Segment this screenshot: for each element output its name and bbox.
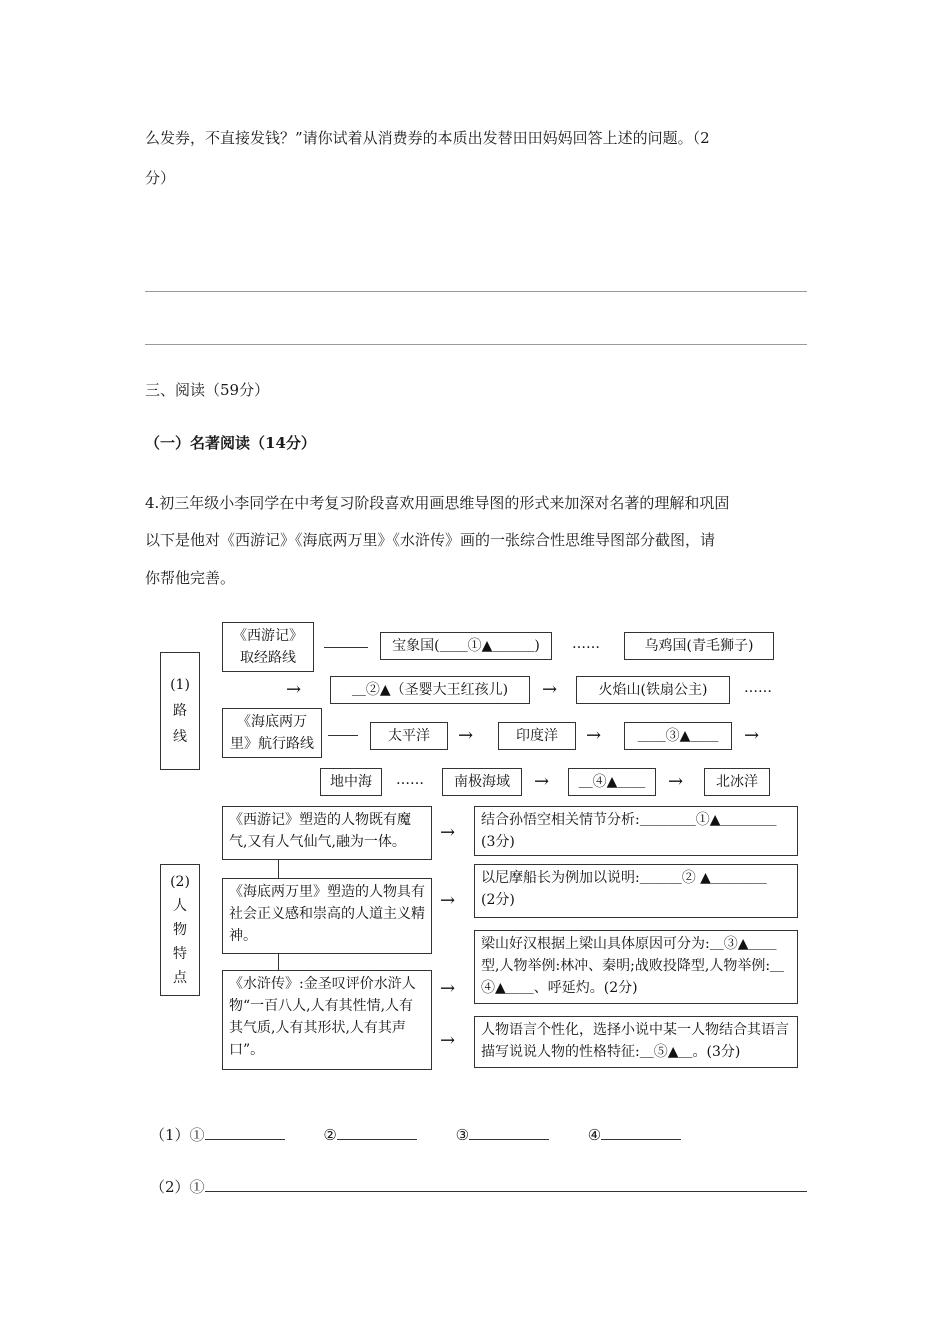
ellipsis: …… <box>572 636 600 652</box>
question-line-2: 以下是他对《西游记》《海底两万里》《水浒传》画的一张综合性思维导图部分截图，请 <box>145 531 716 549</box>
answer-blank[interactable] <box>469 1124 549 1140</box>
ellipsis: …… <box>744 680 772 696</box>
answer-blank[interactable] <box>205 1176 807 1192</box>
wuji-box: 乌鸡国(青毛狮子) <box>624 632 774 660</box>
arrow-right-icon: → <box>440 978 456 999</box>
hdlwl-char-box: 《海底两万里》塑造的人物具有社会正义感和崇高的人道主义精神。 <box>222 878 432 954</box>
arrow-right-icon: → <box>668 771 684 792</box>
hdlwl-route-box: 《海底两万 里》航行路线 <box>222 708 322 758</box>
huoyan-box: 火焰山(铁扇公主) <box>576 676 730 704</box>
ellipsis: …… <box>396 772 424 788</box>
answer-line <box>145 291 807 292</box>
connector-line <box>324 647 368 648</box>
arrow-right-icon: → <box>440 890 456 911</box>
yindu-box: 印度洋 <box>498 722 576 750</box>
intro-line-1: 么发券，不直接发钱？”请你试着从消费券的本质出发替田田妈妈回答上述的问题。（2 <box>145 129 710 147</box>
answer-blank[interactable] <box>205 1124 285 1140</box>
shz-char-box: 《水浒传》:金圣叹评价水浒人物“一百八人,人有其性情,人有其气质,人有其形状,人有其声口”。 <box>222 970 432 1070</box>
arrow-right-icon: → <box>440 1030 456 1051</box>
arrow-right-icon: → <box>286 679 302 700</box>
arrow-right-icon: → <box>744 725 760 746</box>
dizhong-box: 地中海 <box>320 768 382 796</box>
answer-label: （1）① <box>150 1126 205 1144</box>
answer-label: ④ <box>587 1126 602 1144</box>
arrow-right-icon: → <box>534 771 550 792</box>
xyj-task-box: 结合孙悟空相关情节分析:＿＿＿＿①▲＿＿＿＿ (3分) <box>474 806 798 856</box>
taiping-box: 太平洋 <box>370 722 448 750</box>
beibing-box: 北冰洋 <box>704 768 770 796</box>
section-title: 三、阅读（59分） <box>145 381 270 399</box>
answer-row-1 <box>150 1124 681 1145</box>
intro-line-2: 分） <box>145 169 176 187</box>
answer-label: （2）① <box>150 1178 205 1196</box>
arrow-right-icon: → <box>542 679 558 700</box>
char-label: (2) 人 物 特 点 <box>160 864 200 996</box>
xyj-route-box: 《西游记》 取经路线 <box>222 622 314 672</box>
question-line-1: 4.初三年级小李同学在中考复习阶段喜欢用画思维导图的形式来加深对名著的理解和巩固 <box>145 494 730 512</box>
blank3-box: ＿＿③▲＿＿ <box>624 722 732 750</box>
shz-task1-box: 梁山好汉根据上梁山具体原因可分为:＿③▲＿＿型,人物举例:林冲、秦明;战败投降型,人物举例:＿④▲＿＿、呼延灼。(2分) <box>474 930 798 1004</box>
hdlwl-task-box: 以尼摩船长为例加以说明:＿＿＿② ▲＿＿＿＿ (2分) <box>474 864 798 918</box>
answer-blank[interactable] <box>337 1124 417 1140</box>
connector-line <box>328 735 358 736</box>
blank4-box: ＿④▲＿＿ <box>568 768 656 796</box>
shz-task2-box: 人物语言个性化，选择小说中某一人物结合其语言描写说说人物的性格特征:＿⑤▲＿。(3分) <box>474 1016 798 1068</box>
route-label: (1) 路 线 <box>160 652 200 770</box>
section-subtitle: （一）名著阅读（14分） <box>145 434 316 452</box>
arrow-right-icon: → <box>440 822 456 843</box>
mind-map-diagram <box>150 612 810 1084</box>
question-line-3: 你帮他完善。 <box>145 569 236 587</box>
answer-blank[interactable] <box>601 1124 681 1140</box>
answer-label: ② <box>323 1126 337 1144</box>
blank2-box: ＿②▲（圣婴大王红孩儿) <box>330 676 530 704</box>
baoxiang-box: 宝象国(＿＿①▲＿＿＿) <box>380 632 552 660</box>
answer-row-2 <box>150 1176 807 1197</box>
answer-line <box>145 344 807 345</box>
nanji-box: 南极海域 <box>442 768 522 796</box>
answer-label: ③ <box>455 1126 470 1144</box>
xyj-char-box: 《西游记》塑造的人物既有魔气,又有人气仙气,融为一体。 <box>222 806 432 860</box>
arrow-right-icon: → <box>458 725 474 746</box>
arrow-right-icon: → <box>586 725 602 746</box>
